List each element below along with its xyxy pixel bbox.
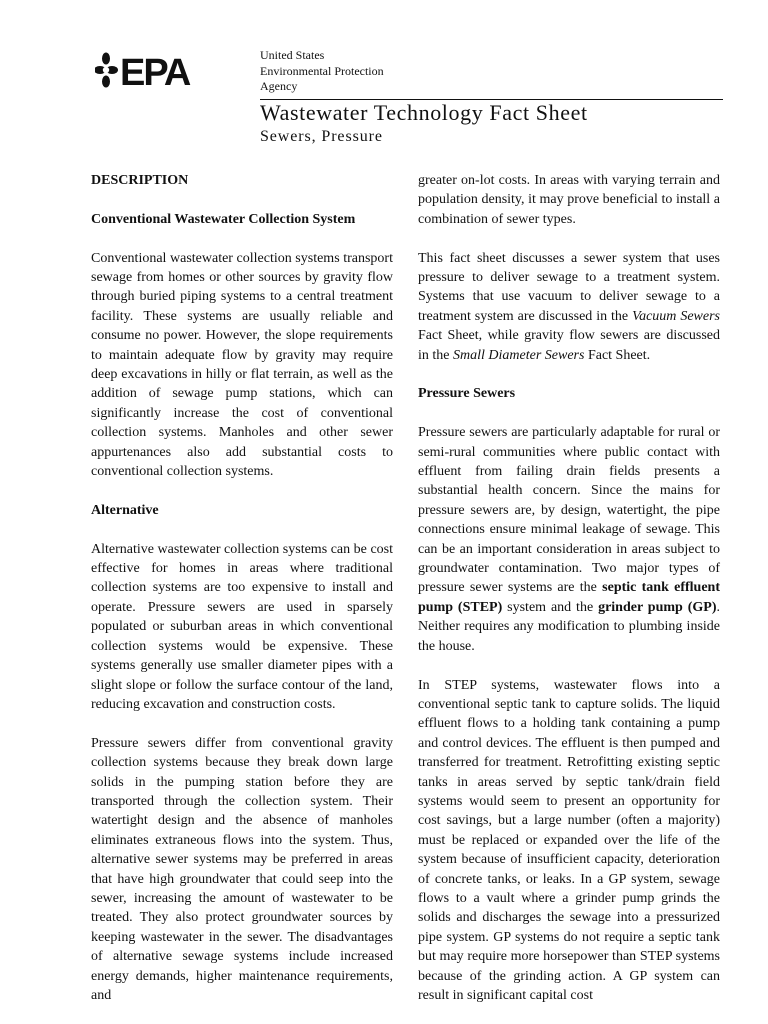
alternative-paragraph: Alternative wastewater collection systems can be cost effective for homes in areas where traditional collection systems are too expensive to install and operate. Pressure sewers are used in sparsely populated or suburban areas in which conventional collection systems would be expensive. These systems generally use smaller diameter pipes with a slight slope or follow the surface contour of the land, reducing excavation and construction costs. (91, 541, 393, 712)
epa-logo-text: EPA (120, 52, 190, 88)
alternative-heading: Alternative (91, 502, 159, 518)
small-diameter-sewers-ref: Small Diameter Sewers (453, 347, 585, 363)
agency-line-1: United States (260, 48, 325, 62)
agency-block (260, 48, 384, 95)
description-heading: DESCRIPTION (91, 173, 189, 188)
fact-sheet-paragraph (418, 249, 720, 365)
vacuum-sewers-ref: Vacuum Sewers (632, 308, 720, 324)
page-subtitle: Sewers, Pressure (260, 128, 383, 145)
agency-line-3: Agency (260, 79, 298, 93)
pressure-text-2: system and the (502, 599, 599, 615)
left-column (91, 171, 393, 1005)
epa-flower-icon (95, 53, 118, 88)
epa-logo (95, 52, 207, 88)
page-title: Wastewater Technology Fact Sheet (260, 100, 588, 125)
conventional-paragraph: Conventional wastewater collection systems transport sewage from homes or other sources by gravity flow through buried piping systems to a central treatment facility. These systems are usually reliable and consume no power. However, the slope requirements to maintain adequate flow by gravity may require deep excavations in hilly or flat terrain, as well as the addition of sewage pump stations, which can significantly increase the cost of conventional collection systems. Manholes and other sewer appurtenances also add substantial costs to conventional collection systems. (91, 250, 393, 480)
fact-text-1: This fact sheet discusses a sewer system that uses pressure to deliver sewage to a treatment system. Systems that use vacuum to deliver sewage to a treatment system are discussed in the (418, 250, 720, 324)
step-paragraph: In STEP systems, wastewater flows into a conventional septic tank to capture solids. The liquid effluent flows to a holding tank containing a pump and control devices. The effluent is then pumped and transferred for treatment. Retrofitting existing septic tanks in areas served by septic tank/drain field systems would seem to present an opportunity for cost savings, but a large number (often a majority) must be replaced or expanded over the life of the system because of insufficient capacity, deterioration of concrete tanks, or leaks. In a GP system, sewage flows to a vault where a grinder pump grinds the solids and discharges the sewage into a pressurized pipe system. GP systems do not require a septic tank but may require more horsepower than STEP systems because of the grinding action. A GP system can result in significant capital cost (418, 677, 720, 1003)
fact-text-3: Fact Sheet. (584, 347, 651, 363)
pressure-sewers-paragraph (418, 423, 720, 656)
pressure-text-3: . Neither requires any modification to plumbing inside the house. (418, 599, 720, 654)
agency-line-2: Environmental Protection (260, 63, 384, 78)
conventional-heading: Conventional Wastewater Collection System (91, 211, 356, 227)
gp-term: grinder pump (GP) (598, 599, 717, 615)
pressure-text-1: Pressure sewers are particularly adaptable for rural or semi-rural communities where public contact with effluent from failing drain fields presents a substantial health concern. Since the mains for pressure sewers are, by design, watertight, the pipe connections ensure minimal leakage of sewage. This can be an important consideration in areas subject to groundwater contamination. Two major types of pressure sewer systems are the (418, 425, 720, 596)
fact-text-2: Fact Sheet, while gravity flow sewers are discussed in the (418, 328, 720, 363)
right-column (418, 171, 720, 1005)
step-term: septic tank effluent pump (STEP) (418, 580, 721, 615)
continued-paragraph: greater on-lot costs. In areas with varying terrain and population density, it may prove beneficial to install a combination of sewer types. (418, 173, 720, 227)
differ-paragraph: Pressure sewers differ from conventional gravity collection systems because they break down large solids in the pumping station before they are transported through the collection system. Their watertight design and the absence of manholes eliminates extraneous flows into the system. Thus, alternative sewer systems may be preferred in areas that have high groundwater that could seep into the sewer, increasing the amount of wastewater to be treated. They also protect groundwater sources by keeping wastewater in the sewer. The disadvantages of alternative sewage systems include increased energy demands, higher maintenance requirements, and (91, 735, 393, 1003)
pressure-sewers-heading: Pressure Sewers (418, 386, 516, 402)
